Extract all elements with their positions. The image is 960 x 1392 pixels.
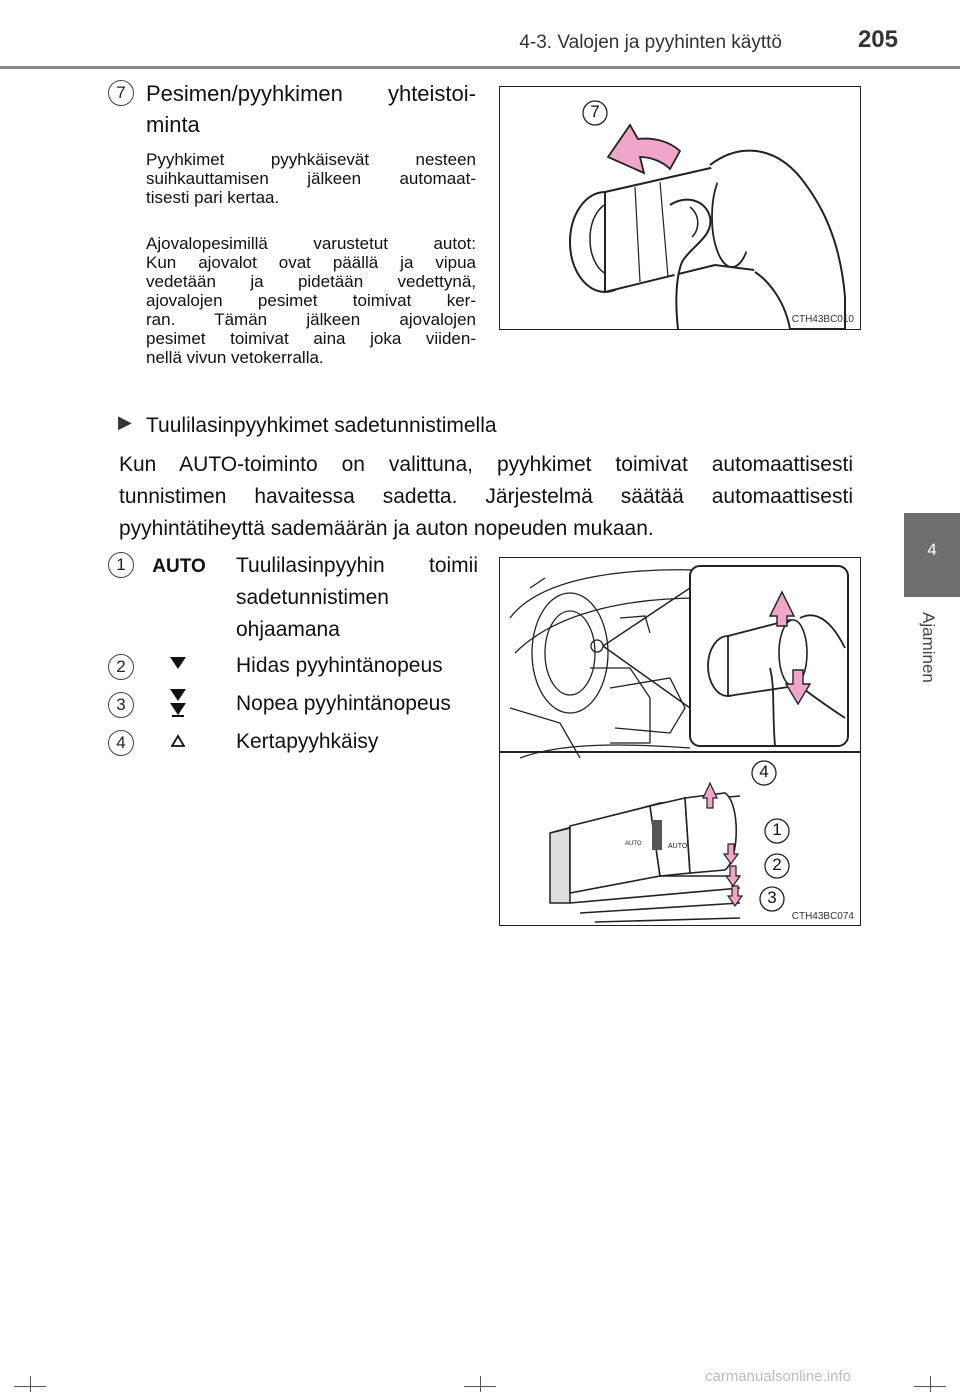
section7-para1 — [146, 150, 476, 207]
figure2-callout-2: 2 — [772, 855, 782, 874]
auto-text-icon: AUTO — [152, 556, 206, 577]
text-line: Ajovalopesimillä varustetut autot: — [146, 234, 476, 253]
text-line: Kun AUTO-toiminto on valittuna, pyyhkimet toimivat automaattisesti — [119, 453, 853, 476]
text-line: ajovalojen pesimet toimivat ker- — [146, 291, 476, 310]
text-line: ran. Tämän jälkeen ajovalojen — [146, 310, 476, 329]
header-rule — [0, 66, 960, 69]
figure-code: CTH43BC010 — [791, 314, 854, 325]
text-line: pesimet toimivat aina joka viiden- — [146, 329, 476, 348]
crop-mark — [30, 1376, 31, 1392]
crop-mark — [930, 1376, 931, 1392]
watermark: carmanualsonline.info — [705, 1368, 851, 1385]
figure-washer-lever — [499, 86, 861, 330]
figure2-callout-4: 4 — [759, 762, 769, 781]
lever-auto-label: AUTO — [668, 843, 688, 850]
crop-mark — [480, 1376, 481, 1392]
item-marker-1: 1 — [108, 552, 134, 578]
figure2-callout-3: 3 — [767, 888, 777, 907]
crop-mark — [14, 1386, 46, 1387]
crop-mark — [464, 1386, 496, 1387]
mode-4-label: Kertapyyhkäisy — [236, 730, 379, 753]
figure2-callout-1: 1 — [772, 820, 782, 839]
figure-rain-sensor-lever — [499, 557, 861, 926]
subsection-title: Tuulilasinpyyhkimet sadetunnistimella — [146, 414, 497, 437]
section-title: 4-3. Valojen ja pyyhinten käyttö — [519, 32, 782, 53]
text-line: pyyhintätiheyttä sademäärän ja auton nopeuden mukaan. — [119, 517, 654, 540]
text-line: sadetunnistimen — [236, 586, 389, 609]
mode-2-label: Hidas pyyhintänopeus — [236, 654, 443, 677]
item-marker-4: 4 — [108, 730, 134, 756]
chapter-number: 4 — [927, 540, 937, 559]
text-line: Tuulilasinpyyhin toimii — [236, 554, 478, 577]
section7-heading — [146, 78, 476, 140]
section7-para2 — [146, 234, 476, 367]
chapter-label: Ajaminen — [919, 612, 938, 683]
page-number: 205 — [857, 26, 898, 53]
subsection-body — [119, 449, 853, 545]
text-line: tisesti pari kertaa. — [146, 188, 280, 207]
washer-lever-illustration — [500, 87, 860, 329]
text-line: tunnistimen havaitessa sadetta. Järjestelmä säätää automaattisesti — [119, 485, 853, 508]
outline-up-triangle-icon — [171, 734, 185, 753]
text-line: Kun ajovalot ovat päällä ja vipua — [146, 253, 476, 272]
rain-sensor-illustration — [500, 558, 860, 925]
item-marker-7: 7 — [108, 80, 134, 106]
text-line: vedetään ja pidetään vedettynä, — [146, 272, 476, 291]
heading-line: Pesimen/pyyhkimen yhteistoi- — [146, 81, 476, 106]
text-line: nellä vivun vetokerralla. — [146, 348, 324, 367]
single-down-triangle-icon — [170, 656, 186, 675]
text-line: suihkauttamisen jälkeen automaat- — [146, 169, 476, 188]
crop-mark — [914, 1386, 946, 1387]
figure2-code: CTH43BC074 — [791, 911, 854, 922]
item-marker-2: 2 — [108, 654, 134, 680]
text-line: Pyyhkimet pyyhkäisevät nesteen — [146, 150, 476, 169]
mode-3-label: Nopea pyyhintänopeus — [236, 692, 451, 715]
heading-line: minta — [146, 112, 200, 137]
figure-callout-7: 7 — [590, 102, 600, 121]
item-marker-3: 3 — [108, 692, 134, 718]
lever-auto-label-small: AUTO — [625, 841, 642, 847]
mode-1-label — [236, 550, 478, 646]
text-line: ohjaamana — [236, 618, 340, 641]
double-down-triangle-icon — [170, 688, 186, 723]
triangle-right-icon: ▶ — [118, 412, 132, 432]
